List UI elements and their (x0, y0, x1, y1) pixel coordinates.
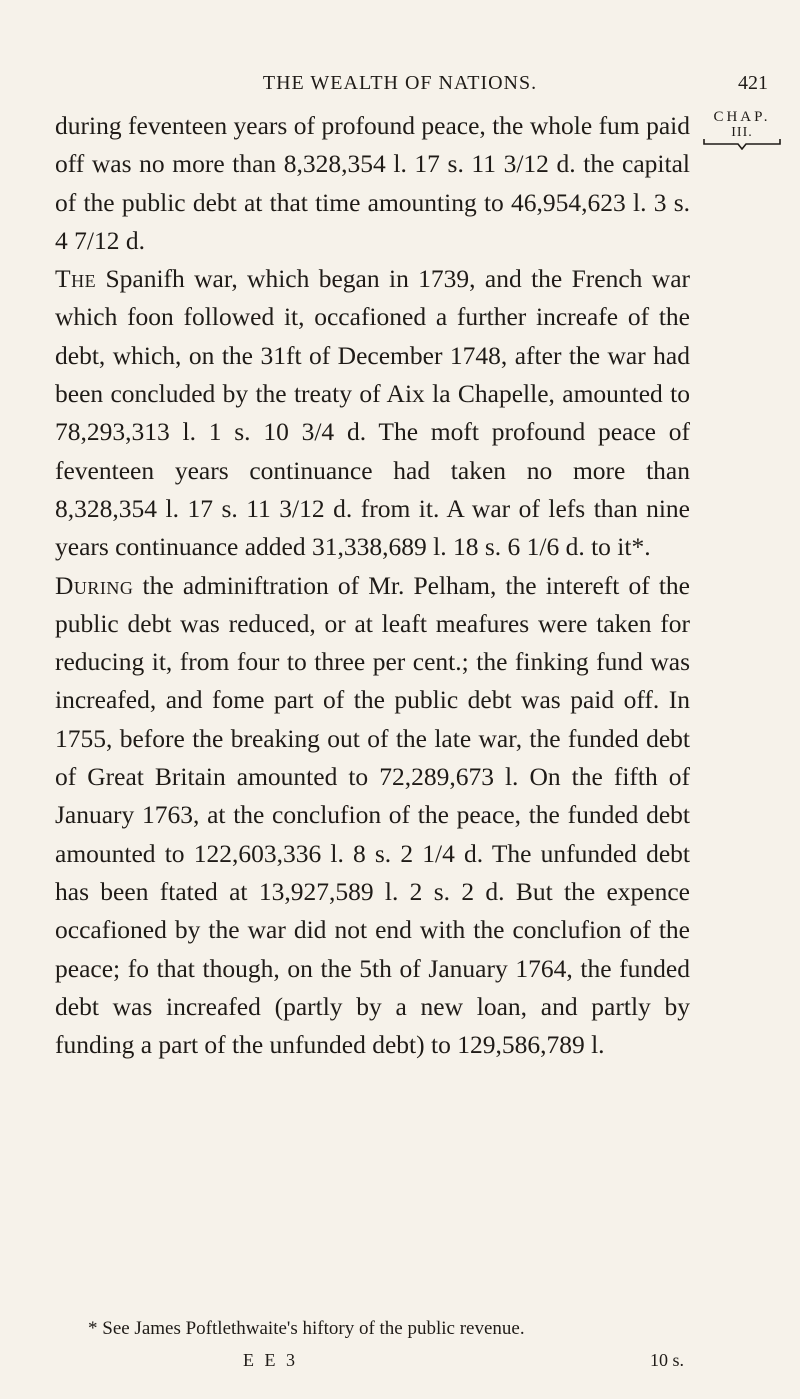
running-title: THE WEALTH OF NATIONS. (262, 72, 538, 94)
page-number: 421 (738, 72, 768, 94)
body-text (55, 107, 690, 1064)
paragraph-3-text: the adminiftration of Mr. Pelham, the intereft of the public debt was reduced, or at leaft meafures were taken for reducing it, from four to three per cent.; the finking fund was increafed, and fome part of the public debt was paid off. In 1755, before the breaking out of the late war, the funded debt of Great Britain amounted to 72,289,673 l. On the fifth of January 1763, at the conclufion of the peace, the funded debt amounted to 122,603,336 l. 8 s. 2 1/4 d. The unfunded debt has been ftated at 13,927,589 l. 2 s. 2 d. But the expence occafioned by the war did not end with the conclufion of the peace; fo that though, on the 5th of January 1764, the funded debt was increafed (partly by a new loan, and partly by funding a part of the unfunded debt) to 129,586,789 l. (55, 570, 690, 1060)
chapter-mark (692, 110, 792, 140)
catchword: 10 s. (650, 1350, 685, 1370)
signature-mark: E E 3 (243, 1350, 298, 1370)
chapter-label: CHAP. (713, 109, 771, 125)
chapter-brace (702, 138, 782, 150)
footnote: * See James Poftlethwaite's hiftory of the public revenue. (88, 1318, 525, 1339)
paragraph-3-lead: During (55, 570, 134, 600)
paragraph-1 (55, 107, 690, 260)
paragraph-3 (55, 567, 690, 1065)
paragraph-2 (55, 260, 690, 566)
paragraph-1-text: during feventeen years of profound peace, the whole fum paid off was no more than 8,328,354 l. 17 s. 11 3/12 d. the capital of the public debt at that time amounting to 46,954,623 l. 3 s. 4 7/12 d. (55, 111, 690, 255)
paragraph-2-lead: The (55, 264, 97, 294)
chapter-numeral: III. (731, 125, 753, 140)
paragraph-2-text: Spanifh war, which began in 1739, and the French war which foon followed it, occafioned a further increafe of the debt, which, on the 31ft of December 1748, after the war had been concluded by the treaty of Aix la Chapelle, amounted to 78,293,313 l. 1 s. 10 3/4 d. The moft profound peace of feventeen years continuance had taken no more than 8,328,354 l. 17 s. 11 3/12 d. from it. A war of lefs than nine years continuance added 31,338,689 l. 18 s. 6 1/6 d. to it*. (55, 264, 690, 562)
